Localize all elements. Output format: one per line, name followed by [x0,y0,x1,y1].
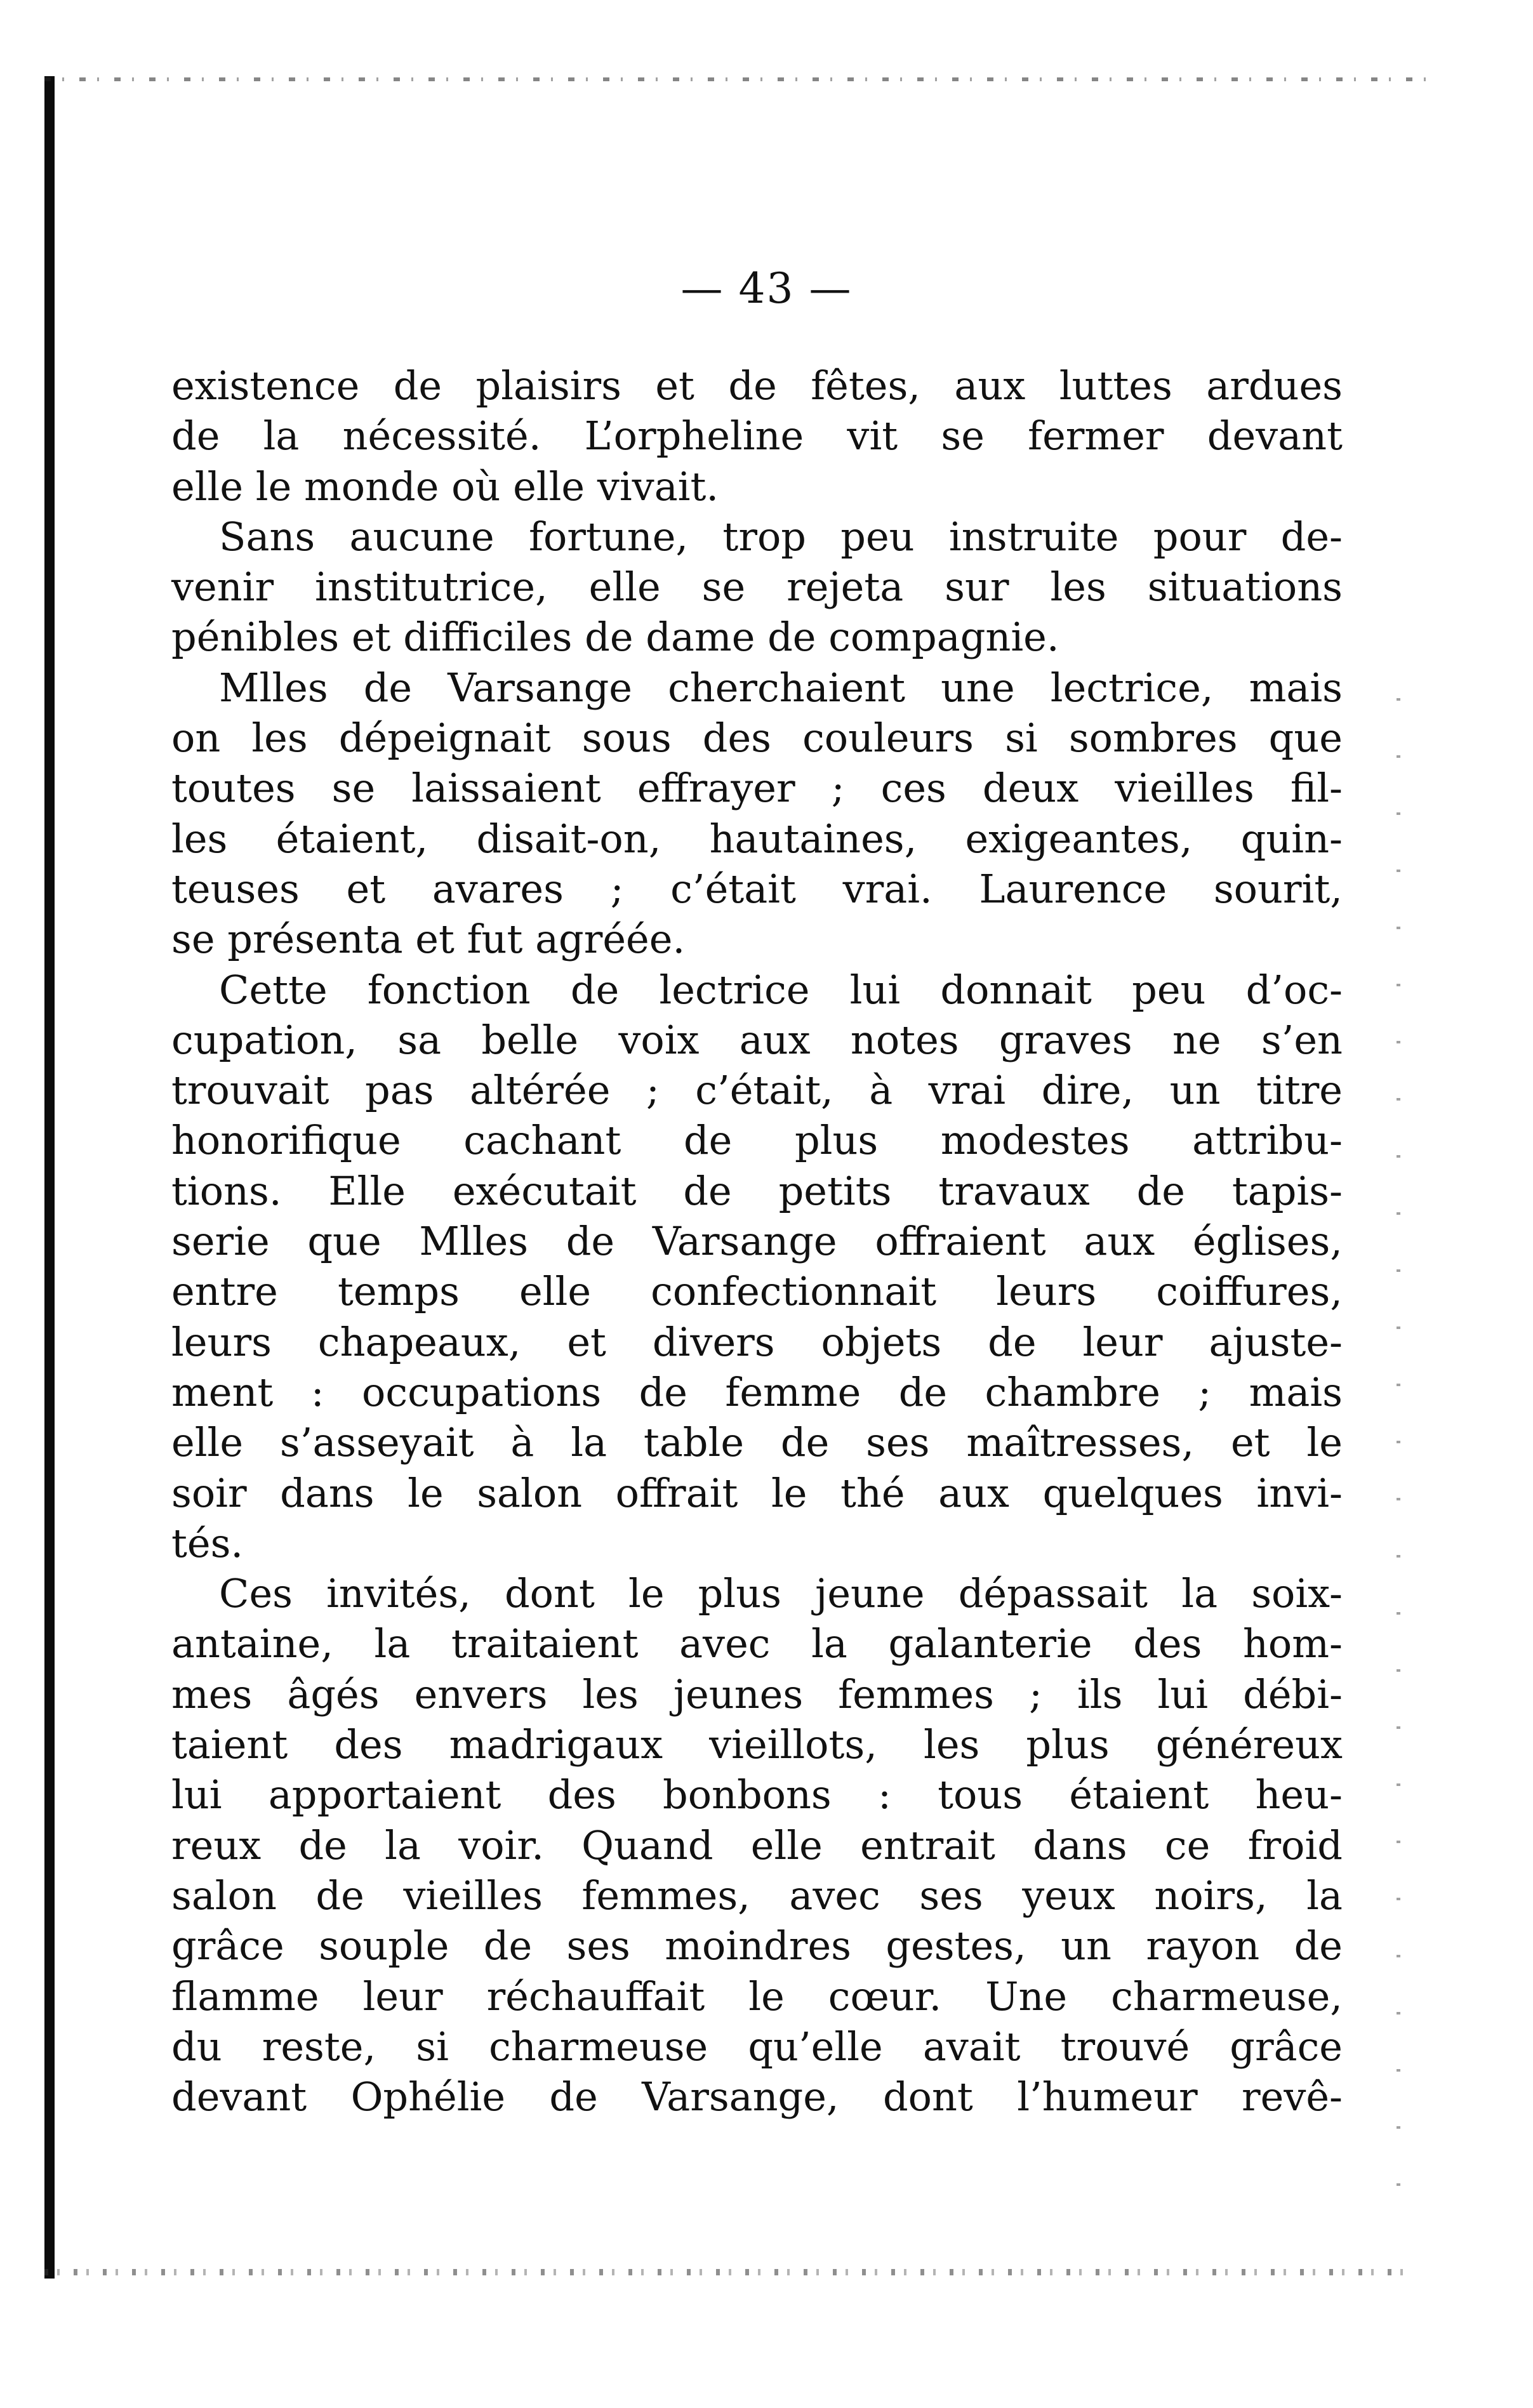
text-line: soir dans le salon offrait le thé aux quelques invi- [171,1469,1343,1516]
text-line: leurs chapeaux, et divers objets de leur ajuste- [171,1318,1343,1365]
text-line: devant Ophélie de Varsange, dont l’humeur revê- [171,2074,1343,2120]
text-line: cupation, sa belle voix aux notes graves ne s’en [171,1016,1343,1063]
text-line: antaine, la traitaient avec la galanterie des hom- [171,1620,1343,1667]
text-line: du reste, si charmeuse qu’elle avait trouvé grâce [171,2023,1343,2070]
text-line: ment : occupations de femme de chambre ; mais [171,1368,1343,1415]
page-number: — 43 — [680,264,853,313]
text-line: Ces invités, dont le plus jeune dépassait la soix- [219,1570,1343,1617]
scan-top-edge [44,77,1428,81]
text-line: elle s’asseyait à la table de ses maîtresses, et le [171,1419,1343,1466]
text-line: mes âgés envers les jeunes femmes ; ils lui débi- [171,1670,1343,1717]
text-line: on les dépeignait sous des couleurs si sombres que [171,715,1343,762]
text-line: Sans aucune fortune, trop peu instruite pour de- [219,513,1343,560]
text-line: venir institutrice, elle se rejeta sur les situations [171,564,1343,611]
text-line: pénibles et difficiles de dame de compagnie. [171,614,1059,661]
body-text [171,361,1343,2122]
scan-right-edge [1397,698,1400,2221]
text-line: grâce souple de ses moindres gestes, un rayon de [171,1922,1343,1969]
text-line: tés. [171,1519,244,1566]
text-line: elle le monde où elle vivait. [171,463,719,510]
text-line: trouvait pas altérée ; c’était, à vrai dire, un titre [171,1067,1343,1114]
text-line: toutes se laissaient effrayer ; ces deux vieilles fil- [171,765,1343,812]
text-line: de la nécessité. L’orpheline vit se fermer devant [171,413,1343,460]
text-line: serie que Mlles de Varsange offraient aux églises, [171,1218,1343,1265]
text-line: tions. Elle exécutait de petits travaux de tapis- [171,1167,1343,1214]
text-line: salon de vieilles femmes, avec ses yeux noirs, la [171,1872,1343,1919]
text-line: Cette fonction de lectrice lui donnait peu d’oc- [219,966,1343,1013]
text-line: existence de plaisirs et de fêtes, aux luttes ardues [171,362,1343,409]
text-line: lui apportaient des bonbons : tous étaient heu- [171,1771,1343,1818]
text-line: les étaient, disait-on, hautaines, exigeantes, quin- [171,815,1343,862]
scan-left-edge [44,76,55,2279]
scan-bottom-edge [44,2269,1416,2275]
text-line: teuses et avares ; c’était vrai. Laurence sourit, [171,865,1343,912]
text-line: reux de la voir. Quand elle entrait dans ce froid [171,1822,1343,1869]
text-line: se présenta et fut agréée. [171,916,686,963]
text-line: flamme leur réchauffait le cœur. Une charmeuse, [171,1973,1343,2020]
text-line: entre temps elle confectionnait leurs coiffures, [171,1268,1343,1315]
text-line: Mlles de Varsange cherchaient une lectrice, mais [219,664,1343,711]
text-line: honorifique cachant de plus modestes attribu- [171,1117,1343,1164]
text-line: taient des madrigaux vieillots, les plus généreux [171,1721,1343,1768]
